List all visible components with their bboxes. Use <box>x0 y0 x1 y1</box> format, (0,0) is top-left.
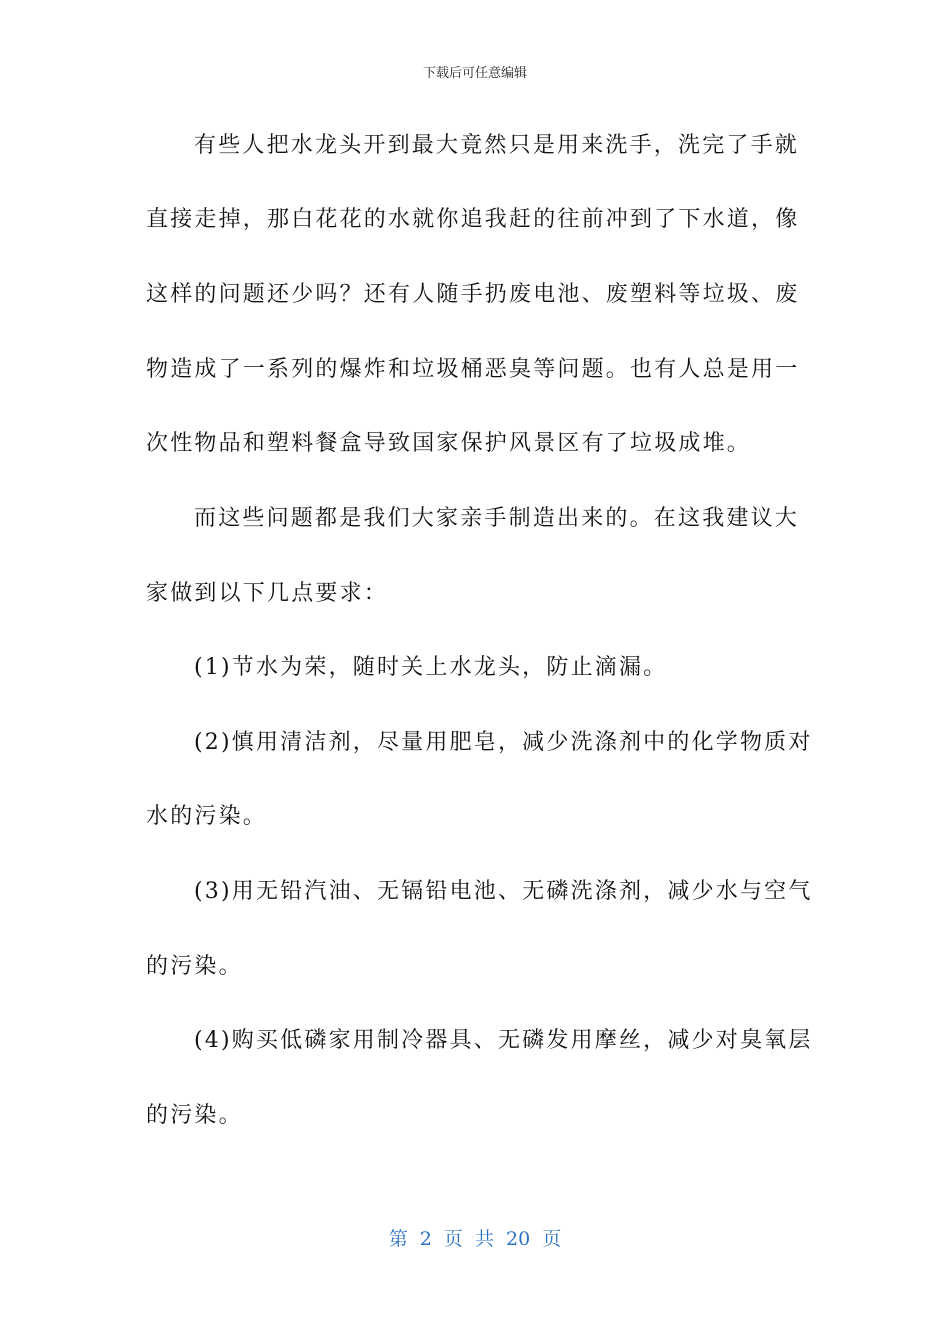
list-item-2: (2)慎用清洁剂，尽量用肥皂，减少洗涤剂中的化学物质对 <box>194 730 813 755</box>
paragraph-line: 而这些问题都是我们大家亲手制造出来的。在这我建议大 <box>194 506 800 531</box>
paragraph-line: 这样的问题还少吗？还有人随手扔废电池、废塑料等垃圾、废 <box>146 282 800 307</box>
paragraph-line: 直接走掉，那白花花的水就你追我赶的往前冲到了下水道，像 <box>146 207 800 232</box>
list-item-4-cont: 的污染。 <box>146 1103 243 1128</box>
list-item-2-cont: 水的污染。 <box>146 804 268 829</box>
paragraph-line: 次性物品和塑料餐盒导致国家保护风景区有了垃圾成堆。 <box>146 431 752 456</box>
paragraph-line: 家做到以下几点要求： <box>146 581 389 606</box>
page-number-footer: 第 2 页 共 20 页 <box>388 1228 562 1250</box>
paragraph-line: 物造成了一系列的爆炸和垃圾桶恶臭等问题。也有人总是用一 <box>146 357 800 382</box>
list-item-1: (1)节水为荣，随时关上水龙头，防止滴漏。 <box>194 655 668 680</box>
page-header: 下载后可任意编辑 <box>422 66 527 81</box>
list-item-3-cont: 的污染。 <box>146 954 243 979</box>
list-item-4: (4)购买低磷家用制冷器具、无磷发用摩丝，减少对臭氧层 <box>194 1028 813 1053</box>
list-item-3: (3)用无铅汽油、无镉铅电池、无磷洗涤剂，减少水与空气 <box>194 879 813 904</box>
paragraph-line: 有些人把水龙头开到最大竟然只是用来洗手，洗完了手就 <box>194 133 800 158</box>
